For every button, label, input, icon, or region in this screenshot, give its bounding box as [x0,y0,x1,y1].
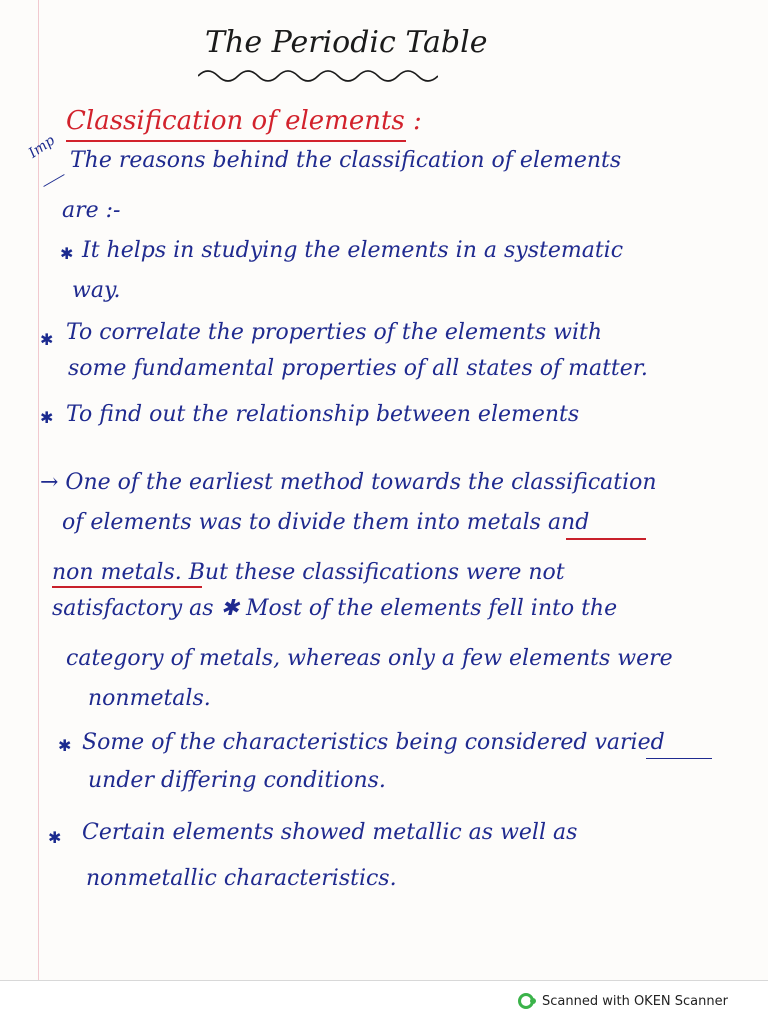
point-2-line-1: Certain elements showed metallic as well as [82,820,578,845]
metals-red-underline [566,538,646,540]
bullet-star-icon: ✱ [58,736,72,755]
scanner-watermark [518,990,728,1012]
paragraph-line-4: satisfactory as ✱ Most of the elements fell into the [52,596,618,621]
paragraph-line-5: category of metals, whereas only a few elements were [66,646,673,671]
paragraph-line-1: → One of the earliest method towards the classification [40,470,657,495]
point-1-line-2: under differing conditions. [88,768,386,793]
heading-underline [66,140,406,142]
intro-line-2: are :- [62,198,121,223]
varied-underline [646,758,712,759]
important-mark: Imp [25,132,58,162]
intro-line-1: The reasons behind the classification of elements [70,148,622,173]
bullet-star-icon: ✱ [40,330,54,349]
point-1-line-1: Some of the characteristics being considered varied [82,730,665,755]
page-title: The Periodic Table [205,25,488,60]
reason-1-line-1: It helps in studying the elements in a systematic [82,238,624,263]
paragraph-line-3: non metals. But these classifications were not [52,560,565,585]
important-mark-underline [43,174,64,187]
page-bottom-edge [0,980,768,981]
bullet-star-icon: ✱ [48,828,62,847]
non-metals-red-underline [52,586,202,588]
oken-logo-icon [518,993,534,1009]
bullet-star-icon: ✱ [60,244,74,263]
title-wavy-underline [198,66,438,82]
reason-3-line-1: To find out the relationship between elements [66,402,580,427]
paragraph-line-2: of elements was to divide them into metals and [62,510,590,535]
reason-2-line-2: some fundamental properties of all states of matter. [68,356,648,381]
section-heading: Classification of elements : [66,106,422,136]
reason-1-line-2: way. [72,278,121,303]
bullet-star-icon: ✱ [40,408,54,427]
reason-2-line-1: To correlate the properties of the elements with [66,320,603,345]
point-2-line-2: nonmetallic characteristics. [86,866,397,891]
paragraph-line-6: nonmetals. [88,686,211,711]
scanner-watermark-text: Scanned with OKEN Scanner [542,993,728,1009]
